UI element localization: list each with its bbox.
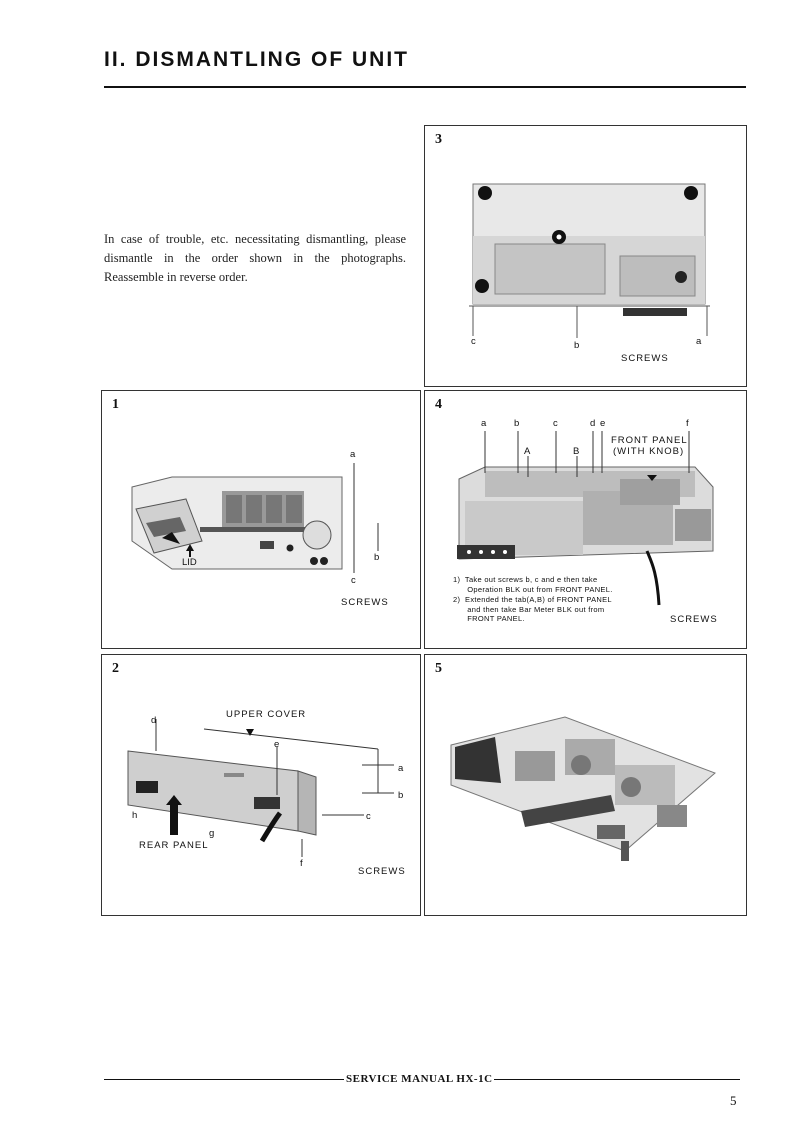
label-g: g <box>209 828 216 839</box>
panel-1 <box>101 390 421 649</box>
label-a: a <box>481 418 488 429</box>
screws-label: SCREWS <box>670 614 718 625</box>
panel-5 <box>424 654 747 916</box>
label-f: f <box>300 858 304 869</box>
intro-paragraph: In case of trouble, etc. necessitating dismantling, please dismantle in the order shown in the photographs. Reassemble in reverse order. <box>104 232 406 284</box>
label-e: e <box>600 418 607 429</box>
screws-label: SCREWS <box>341 597 389 608</box>
panel-number: 4 <box>435 397 442 412</box>
label-d: d <box>590 418 597 429</box>
title-rule <box>104 86 746 88</box>
front-panel-label: FRONT PANEL <box>611 435 688 446</box>
footer-rule-left <box>104 1079 344 1080</box>
instruction-note-1: 1) Take out screws b, c and e then take Operation BLK out from FRONT PANEL. <box>453 575 613 594</box>
panel-number: 1 <box>112 397 119 412</box>
label-b: b <box>374 552 381 563</box>
page-title: II. DISMANTLING OF UNIT <box>104 48 409 71</box>
label-f: f <box>686 418 690 429</box>
footer-rule-right <box>494 1079 740 1080</box>
label-tab-b: B <box>573 446 581 457</box>
label-a: a <box>696 336 703 347</box>
rear-panel-label: REAR PANEL <box>139 840 209 851</box>
panel-2 <box>101 654 421 916</box>
panel-number: 3 <box>435 132 442 147</box>
panel-number: 5 <box>435 661 442 676</box>
panel-number: 2 <box>112 661 119 676</box>
panel-4 <box>424 390 747 649</box>
bottom-view-photo <box>425 126 746 386</box>
label-tab-a: A <box>524 446 532 457</box>
chassis-photo <box>425 655 746 915</box>
label-b: b <box>514 418 521 429</box>
label-c: c <box>366 811 372 822</box>
front-lid-photo <box>102 391 420 648</box>
label-c: c <box>471 336 477 347</box>
footer-manual-title: SERVICE MANUAL HX-1C <box>346 1073 493 1085</box>
upper-cover-label: UPPER COVER <box>226 709 307 720</box>
with-knob-label: (WITH KNOB) <box>613 446 685 457</box>
screws-label: SCREWS <box>621 353 669 364</box>
instruction-note-2: 2) Extended the tab(A,B) of FRONT PANEL and then take Bar Meter BLK out from FRONT PANEL. <box>453 595 612 623</box>
screws-label: SCREWS <box>358 866 406 877</box>
label-d: d <box>151 715 158 726</box>
label-a: a <box>350 449 357 460</box>
label-b: b <box>398 790 405 801</box>
page-number: 5 <box>730 1093 737 1108</box>
label-b: b <box>574 340 581 351</box>
label-a: a <box>398 763 405 774</box>
label-e: e <box>274 739 281 750</box>
label-c: c <box>553 418 559 429</box>
label-h: h <box>132 810 139 821</box>
lid-label: LID <box>182 557 197 568</box>
panel-3 <box>424 125 747 387</box>
label-c: c <box>351 575 357 586</box>
